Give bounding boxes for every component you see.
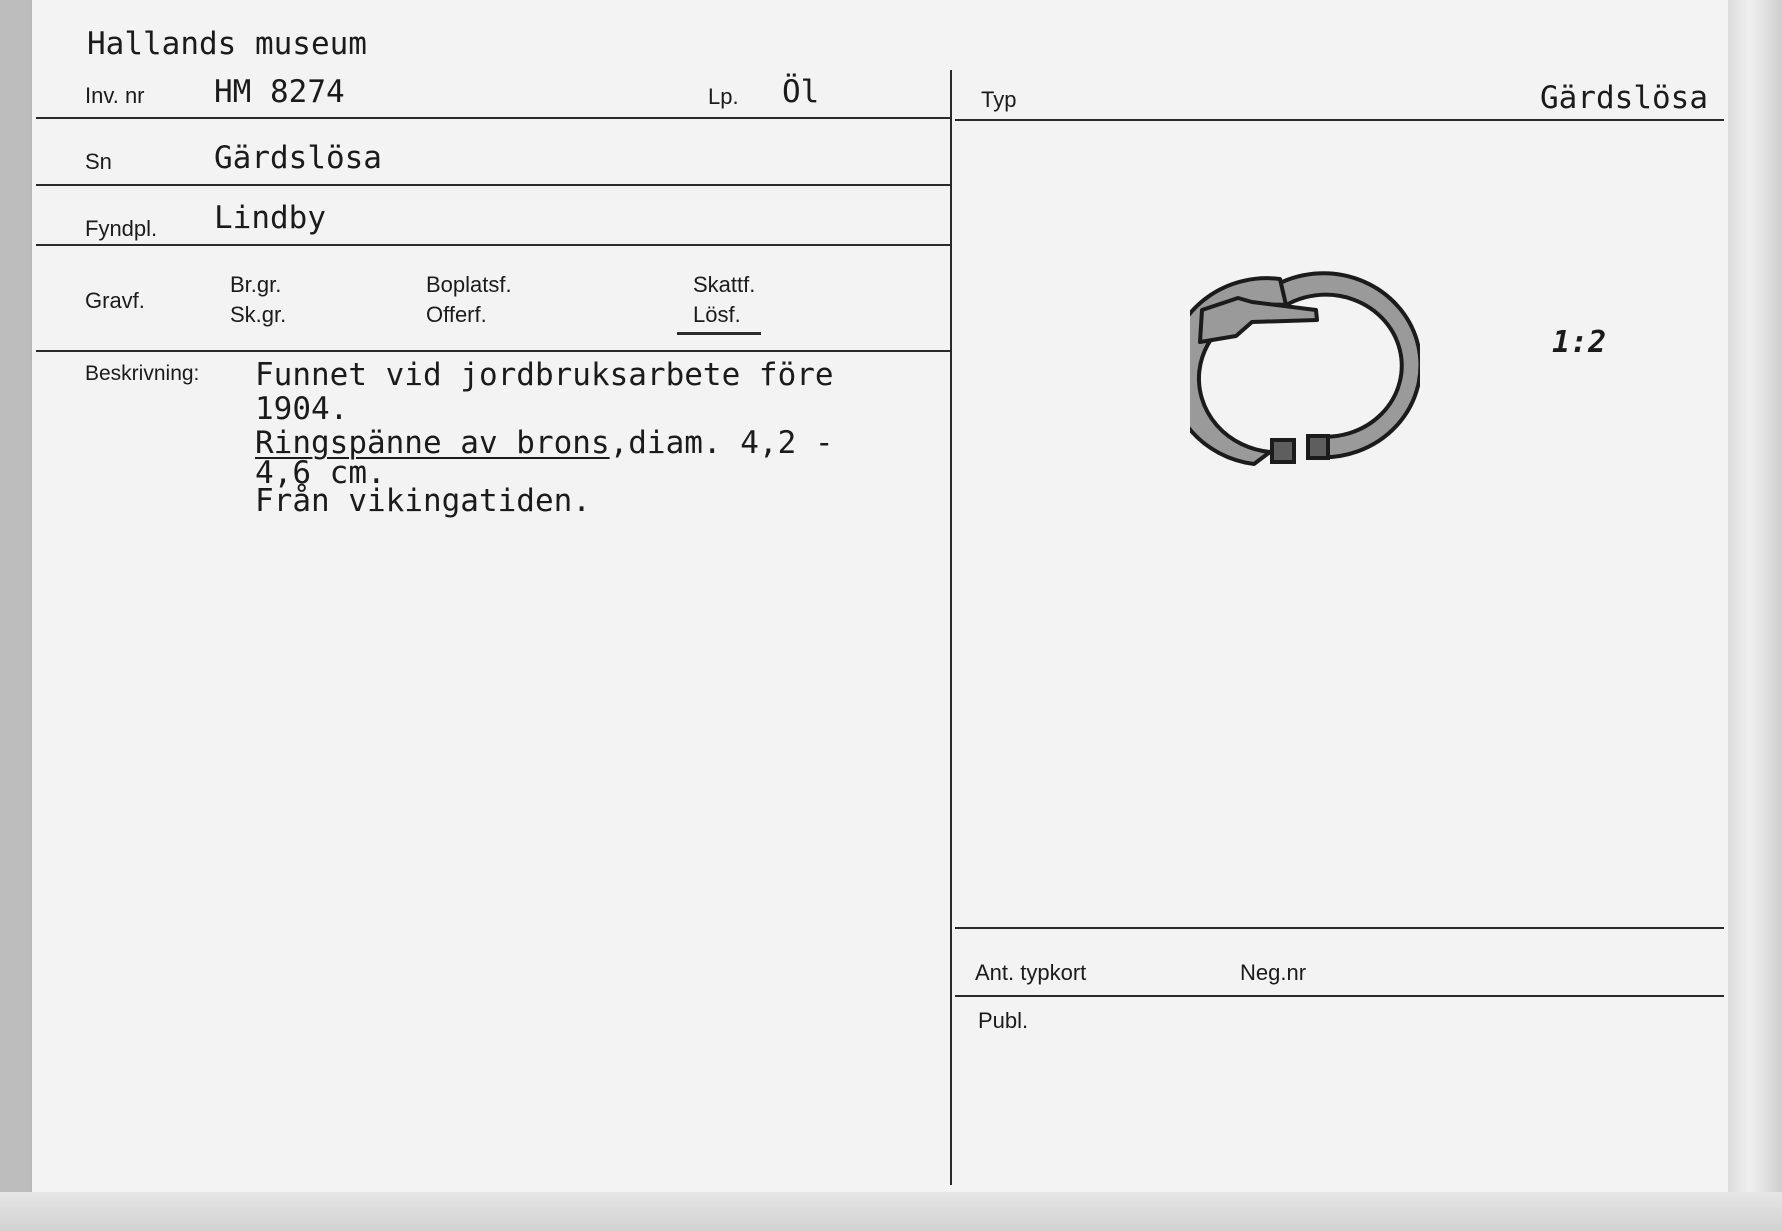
lp-label: Lp. (708, 84, 739, 109)
neg-nr-label: Neg.nr (1240, 960, 1307, 985)
scan-edge-bottom (0, 1192, 1782, 1231)
boplatsf-label: Boplatsf. (426, 272, 512, 297)
losf-label: Lösf. (693, 302, 741, 327)
fyndpl-label: Fyndpl. (85, 216, 158, 241)
publ-label: Publ. (978, 1008, 1029, 1033)
rule-sn (36, 184, 950, 186)
inv-nr-label: Inv. nr (85, 83, 145, 108)
description-diameter: ,diam. 4,2 - (609, 425, 834, 461)
catalog-card (30, 0, 1730, 1194)
skattf-label: Skattf. (693, 272, 756, 297)
typ-label: Typ (981, 87, 1017, 112)
gravf-label: Gravf. (85, 288, 145, 313)
museum-name: Hallands museum (87, 26, 367, 62)
description-line-4: 4,6 cm. (255, 455, 386, 491)
losf-marker-underline (677, 332, 761, 335)
ring-brooch-drawing (1190, 262, 1420, 472)
sn-value: Gärdslösa (214, 140, 382, 176)
description-line-2: 1904. (255, 391, 349, 427)
rule-ant-top (955, 927, 1724, 929)
ant-typkort-label: Ant. typkort (975, 960, 1087, 985)
rule-fyndpl (36, 244, 950, 246)
description-line-5: Från vikingatiden. (255, 483, 591, 519)
inv-nr-value: HM 8274 (214, 74, 345, 110)
column-divider (950, 70, 952, 1185)
rule-ant-bottom (955, 995, 1724, 997)
sn-label: Sn (85, 149, 112, 174)
fyndpl-value: Lindby (214, 200, 326, 236)
beskrivning-label: Beskrivning: (85, 362, 200, 385)
scan-edge-right (1728, 0, 1782, 1231)
rule-typ (955, 119, 1724, 121)
description-line-1: Funnet vid jordbruksarbete före (255, 357, 834, 393)
brgr-label: Br.gr. (230, 272, 282, 297)
description-underlined-object: Ringspänne av brons (255, 425, 610, 461)
rule-gravf (36, 350, 950, 352)
scale-label: 1:2 (1552, 325, 1607, 360)
offerf-label: Offerf. (426, 302, 487, 327)
rule-inv (36, 117, 950, 119)
skgr-label: Sk.gr. (230, 302, 287, 327)
typ-value: Gärdslösa (1540, 80, 1708, 116)
lp-value: Öl (782, 74, 820, 110)
